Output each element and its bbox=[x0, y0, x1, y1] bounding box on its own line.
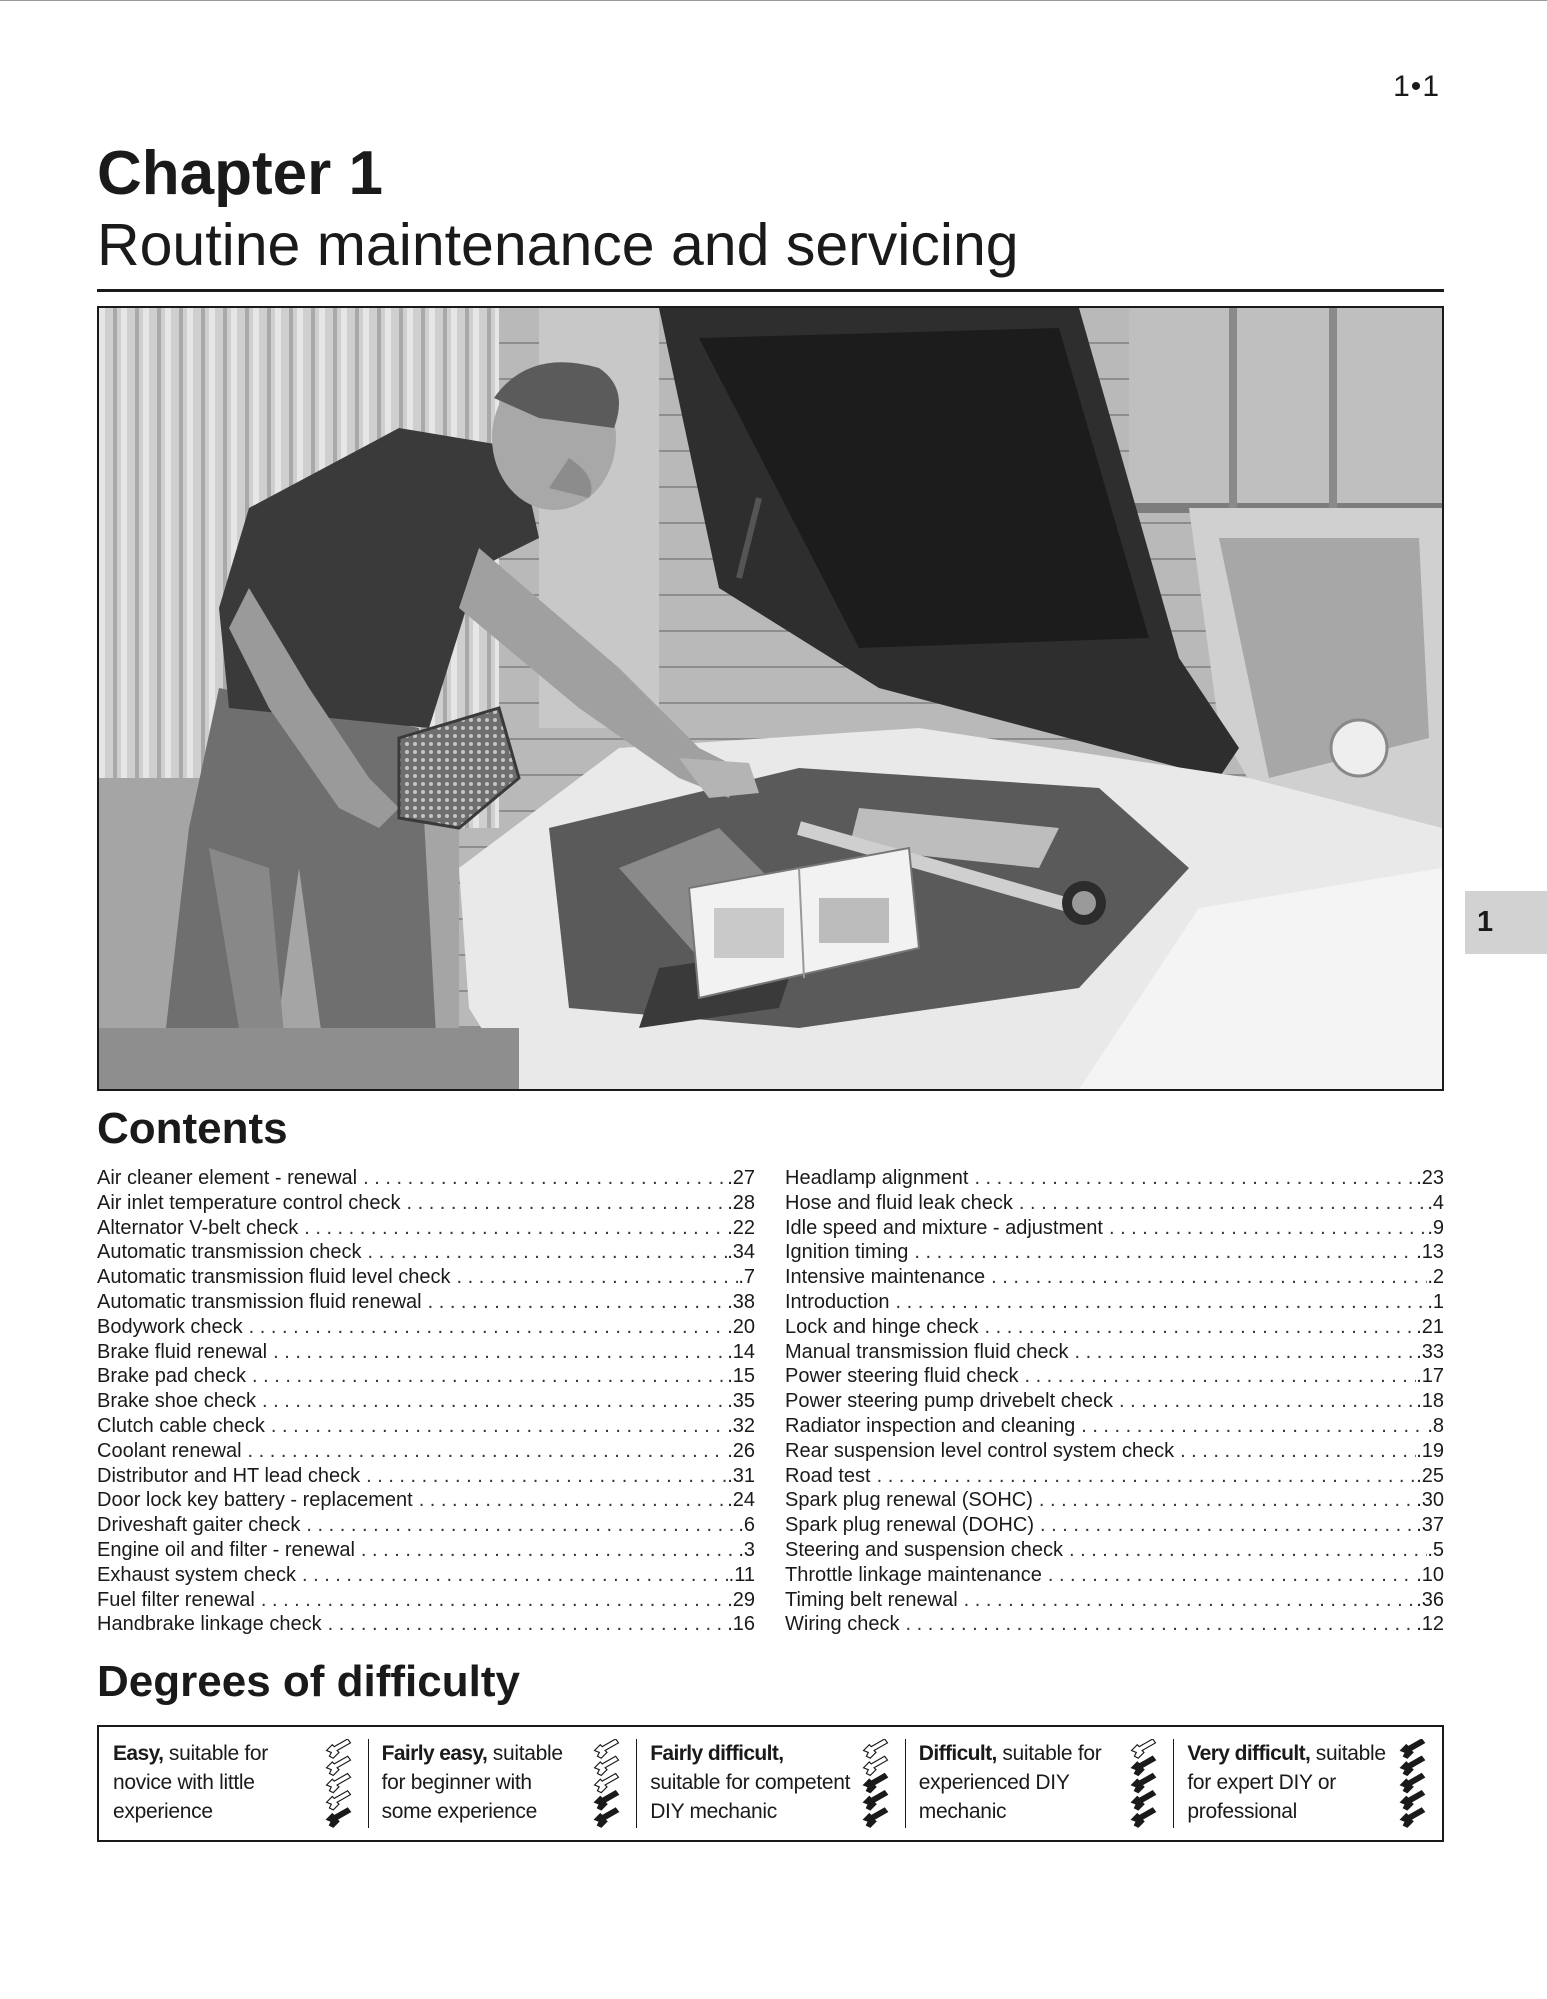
contents-entry-page: .26 bbox=[727, 1439, 755, 1462]
dot-leader bbox=[406, 1191, 727, 1216]
difficulty-text bbox=[1187, 1739, 1392, 1826]
contents-entry bbox=[785, 1488, 1444, 1513]
contents-entry bbox=[97, 1265, 755, 1290]
contents-entry bbox=[97, 1315, 755, 1340]
contents-entry-page: .36 bbox=[1416, 1588, 1444, 1611]
dot-leader bbox=[304, 1216, 727, 1241]
contents-entry bbox=[785, 1315, 1444, 1340]
dot-leader bbox=[991, 1265, 1427, 1290]
contents-entry-page: .23 bbox=[1416, 1167, 1444, 1189]
dot-leader bbox=[252, 1364, 727, 1389]
contents-entry-page: .6 bbox=[738, 1514, 755, 1537]
contents-entry-page: .16 bbox=[727, 1613, 755, 1636]
wrench-icon bbox=[1401, 1756, 1425, 1775]
difficulty-level bbox=[905, 1727, 1174, 1840]
wrench-rating-icon bbox=[1396, 1739, 1430, 1831]
wrench-icon bbox=[326, 1774, 350, 1793]
contents-entry-page: .29 bbox=[727, 1588, 755, 1611]
contents-entry bbox=[97, 1464, 755, 1489]
contents-entry-page: .22 bbox=[727, 1216, 755, 1239]
contents-entry-page: .4 bbox=[1427, 1191, 1444, 1214]
contents-entry-page: .28 bbox=[727, 1191, 755, 1214]
contents-entry-page: .32 bbox=[727, 1414, 755, 1437]
wrench-icon bbox=[863, 1808, 887, 1827]
contents-entry bbox=[785, 1538, 1444, 1563]
contents-entry-page: .11 bbox=[728, 1563, 755, 1586]
contents-entry bbox=[97, 1166, 755, 1191]
dot-leader bbox=[1048, 1563, 1416, 1588]
contents-entry-page: .7 bbox=[738, 1266, 755, 1289]
difficulty-level-description: suitable for experienced DIY mechanic bbox=[918, 1742, 1102, 1823]
dot-leader bbox=[914, 1240, 1416, 1265]
contents-entry-page: .19 bbox=[1416, 1439, 1444, 1462]
dot-leader bbox=[1081, 1414, 1427, 1439]
contents-entry-page: .25 bbox=[1416, 1464, 1444, 1487]
difficulty-heading: Degrees of difficulty bbox=[97, 1657, 520, 1706]
difficulty-text bbox=[650, 1739, 855, 1826]
dot-leader bbox=[428, 1290, 728, 1315]
contents-entry-label: Distributor and HT lead check bbox=[97, 1464, 361, 1487]
wrench-icon bbox=[1401, 1774, 1425, 1793]
contents-entry-page: .10 bbox=[1416, 1563, 1444, 1586]
contents-entry-page: .34 bbox=[727, 1241, 755, 1264]
contents-entry bbox=[97, 1563, 755, 1588]
wrench-icon bbox=[1401, 1791, 1425, 1810]
contents-entry bbox=[785, 1612, 1444, 1637]
difficulty-level-name: Fairly easy, bbox=[381, 1742, 488, 1765]
contents-entry bbox=[785, 1563, 1444, 1588]
contents-entry-label: Lock and hinge check bbox=[785, 1315, 979, 1338]
difficulty-level-name: Easy, bbox=[113, 1742, 164, 1765]
contents-entry bbox=[97, 1488, 755, 1513]
wrench-icon bbox=[1401, 1739, 1425, 1758]
contents-entry-label: Headlamp alignment bbox=[785, 1167, 969, 1189]
contents-entry bbox=[785, 1464, 1444, 1489]
dot-leader bbox=[328, 1612, 728, 1637]
contents-entry bbox=[97, 1414, 755, 1439]
mechanic-photo-illustration bbox=[99, 308, 1442, 1089]
contents-entry-label: Driveshaft gaiter check bbox=[97, 1514, 301, 1537]
contents-entry-label: Handbrake linkage check bbox=[97, 1613, 322, 1636]
wrench-icon bbox=[1132, 1774, 1156, 1793]
contents-entry bbox=[785, 1191, 1444, 1216]
difficulty-table bbox=[97, 1725, 1444, 1842]
wrench-rating-icon bbox=[322, 1739, 356, 1831]
contents-entry-page: .21 bbox=[1416, 1315, 1444, 1338]
contents-entry bbox=[785, 1265, 1444, 1290]
wrench-icon bbox=[1132, 1808, 1156, 1827]
dot-leader bbox=[974, 1166, 1416, 1191]
contents-entry-label: Alternator V-belt check bbox=[97, 1216, 299, 1239]
contents-entry-label: Air inlet temperature control check bbox=[97, 1191, 401, 1214]
contents-entry-label: Hose and fluid leak check bbox=[785, 1191, 1013, 1214]
title-rule bbox=[97, 289, 1444, 292]
dot-leader bbox=[363, 1166, 727, 1191]
contents-entry bbox=[785, 1364, 1444, 1389]
wrench-icon bbox=[1132, 1756, 1156, 1775]
dot-leader bbox=[1039, 1488, 1416, 1513]
contents-left-column bbox=[97, 1166, 755, 1637]
dot-leader bbox=[896, 1290, 1428, 1315]
difficulty-level bbox=[368, 1727, 637, 1840]
dot-leader bbox=[366, 1464, 727, 1489]
chapter-side-tab: 1 bbox=[1465, 891, 1547, 954]
dot-leader bbox=[261, 1588, 727, 1613]
dot-leader bbox=[419, 1488, 728, 1513]
dot-leader bbox=[1019, 1191, 1427, 1216]
contents-entry bbox=[785, 1414, 1444, 1439]
contents-entry-page: .24 bbox=[727, 1489, 755, 1512]
dot-leader bbox=[1040, 1513, 1416, 1538]
contents-entry bbox=[97, 1240, 755, 1265]
contents-entry-label: Brake fluid renewal bbox=[97, 1340, 268, 1363]
wrench-rating-icon bbox=[1127, 1739, 1161, 1831]
contents-entry-label: Bodywork check bbox=[97, 1315, 243, 1338]
contents-entry-page: .9 bbox=[1427, 1216, 1444, 1239]
contents-entry-label: Coolant renewal bbox=[97, 1439, 242, 1462]
wrench-icon bbox=[1401, 1808, 1425, 1827]
dot-leader bbox=[1069, 1538, 1427, 1563]
contents-entry-label: Timing belt renewal bbox=[785, 1588, 958, 1611]
difficulty-level-description: suitable for beginner with some experience bbox=[381, 1742, 563, 1823]
top-rule bbox=[0, 0, 1547, 1]
contents-entry-label: Introduction bbox=[785, 1290, 890, 1313]
dot-leader bbox=[368, 1240, 728, 1265]
contents-entry bbox=[785, 1513, 1444, 1538]
contents-entry bbox=[97, 1191, 755, 1216]
dot-leader bbox=[361, 1538, 738, 1563]
contents-entry bbox=[785, 1290, 1444, 1315]
wrench-icon bbox=[326, 1791, 350, 1810]
contents-entry bbox=[785, 1439, 1444, 1464]
contents-entry bbox=[785, 1166, 1444, 1191]
wrench-icon bbox=[595, 1739, 619, 1758]
difficulty-level-name: Very difficult, bbox=[1187, 1742, 1311, 1765]
contents-entry bbox=[97, 1290, 755, 1315]
difficulty-level-description: suitable for competent DIY mechanic bbox=[650, 1771, 851, 1823]
contents-entry bbox=[97, 1439, 755, 1464]
wrench-icon bbox=[326, 1739, 350, 1758]
contents-entry bbox=[97, 1588, 755, 1613]
wrench-icon bbox=[863, 1774, 887, 1793]
contents-entry-label: Road test bbox=[785, 1464, 871, 1487]
contents-entry bbox=[97, 1364, 755, 1389]
difficulty-text bbox=[919, 1739, 1124, 1826]
contents-entry-page: .17 bbox=[1416, 1365, 1444, 1388]
dot-leader bbox=[456, 1265, 738, 1290]
contents-entry bbox=[785, 1588, 1444, 1613]
contents-entry bbox=[97, 1538, 755, 1563]
wrench-icon bbox=[1132, 1791, 1156, 1810]
contents-entry-label: Spark plug renewal (SOHC) bbox=[785, 1489, 1033, 1512]
contents-entry-page: .31 bbox=[727, 1464, 755, 1487]
contents-entry-page: .35 bbox=[727, 1390, 755, 1413]
contents-entry-label: Automatic transmission check bbox=[97, 1241, 362, 1264]
contents-entry-page: .18 bbox=[1416, 1390, 1444, 1413]
dot-leader bbox=[273, 1340, 727, 1365]
contents-entry bbox=[97, 1612, 755, 1637]
dot-leader bbox=[964, 1588, 1417, 1613]
contents-entry-page: .5 bbox=[1427, 1538, 1444, 1561]
contents-right-column bbox=[785, 1166, 1444, 1637]
contents-entry-label: Intensive maintenance bbox=[785, 1266, 986, 1289]
contents-entry bbox=[785, 1340, 1444, 1365]
contents-entry-label: Manual transmission fluid check bbox=[785, 1340, 1069, 1363]
dot-leader bbox=[1109, 1216, 1427, 1241]
contents-entry-label: Fuel filter renewal bbox=[97, 1588, 255, 1611]
dot-leader bbox=[248, 1439, 728, 1464]
dot-leader bbox=[306, 1513, 738, 1538]
contents-entry-label: Spark plug renewal (DOHC) bbox=[785, 1514, 1034, 1537]
contents-entry-page: .15 bbox=[727, 1365, 755, 1388]
contents-entry-page: .2 bbox=[1427, 1266, 1444, 1289]
contents-entry-page: .27 bbox=[727, 1167, 755, 1189]
contents-entry-page: .30 bbox=[1416, 1489, 1444, 1512]
contents-entry-label: Wiring check bbox=[785, 1613, 900, 1636]
dot-leader bbox=[905, 1612, 1416, 1637]
contents-entry bbox=[785, 1240, 1444, 1265]
contents-entry-label: Automatic transmission fluid renewal bbox=[97, 1290, 422, 1313]
difficulty-level-name: Fairly difficult, bbox=[650, 1742, 784, 1765]
contents-entry-page: .33 bbox=[1416, 1340, 1444, 1363]
difficulty-text bbox=[113, 1739, 318, 1826]
contents-entry-label: Exhaust system check bbox=[97, 1563, 296, 1586]
difficulty-text bbox=[382, 1739, 587, 1826]
wrench-icon bbox=[326, 1756, 350, 1775]
dot-leader bbox=[262, 1389, 727, 1414]
contents-entry-label: Brake shoe check bbox=[97, 1390, 256, 1413]
wrench-icon bbox=[595, 1808, 619, 1827]
contents-entry bbox=[97, 1389, 755, 1414]
contents-heading: Contents bbox=[97, 1104, 288, 1153]
difficulty-level bbox=[1173, 1727, 1442, 1840]
contents-entry-page: .3 bbox=[738, 1538, 755, 1561]
contents-entry-page: .37 bbox=[1416, 1514, 1444, 1537]
contents-entry bbox=[785, 1216, 1444, 1241]
dot-leader bbox=[984, 1315, 1416, 1340]
contents-entry bbox=[97, 1340, 755, 1365]
contents-entry-page: .14 bbox=[727, 1340, 755, 1363]
contents-entry-label: Idle speed and mixture - adjustment bbox=[785, 1216, 1103, 1239]
wrench-icon bbox=[863, 1739, 887, 1758]
contents-entry-page: .13 bbox=[1416, 1241, 1444, 1264]
contents-entry-label: Steering and suspension check bbox=[785, 1538, 1063, 1561]
contents-entry-label: Radiator inspection and cleaning bbox=[785, 1414, 1076, 1437]
contents-entry-label: Door lock key battery - replacement bbox=[97, 1489, 413, 1512]
contents-entry-label: Automatic transmission fluid level check bbox=[97, 1266, 451, 1289]
chapter-title: Chapter 1 bbox=[97, 139, 383, 208]
wrench-rating-icon bbox=[590, 1739, 624, 1831]
wrench-rating-icon bbox=[859, 1739, 893, 1831]
contents-entry-page: .38 bbox=[727, 1290, 755, 1313]
difficulty-level-description: suitable for novice with little experience bbox=[113, 1742, 268, 1823]
contents-entry-label: Rear suspension level control system check bbox=[785, 1439, 1175, 1462]
wrench-icon bbox=[1132, 1739, 1156, 1758]
dot-leader bbox=[249, 1315, 728, 1340]
dot-leader bbox=[1024, 1364, 1416, 1389]
dot-leader bbox=[1119, 1389, 1416, 1414]
dot-leader bbox=[271, 1414, 727, 1439]
wrench-icon bbox=[595, 1774, 619, 1793]
contents-entry bbox=[785, 1389, 1444, 1414]
contents-entry-page: .12 bbox=[1416, 1613, 1444, 1636]
wrench-icon bbox=[595, 1791, 619, 1810]
difficulty-level-description: suitable for expert DIY or professional bbox=[1187, 1742, 1386, 1823]
wrench-icon bbox=[595, 1756, 619, 1775]
contents-entry-label: Brake pad check bbox=[97, 1365, 246, 1388]
contents-entry bbox=[97, 1513, 755, 1538]
wrench-icon bbox=[326, 1808, 350, 1827]
contents-entry-label: Ignition timing bbox=[785, 1241, 909, 1264]
dot-leader bbox=[1074, 1340, 1416, 1365]
contents-entry-label: Power steering pump drivebelt check bbox=[785, 1390, 1113, 1413]
contents-entry-label: Power steering fluid check bbox=[785, 1365, 1019, 1388]
wrench-icon bbox=[863, 1791, 887, 1810]
page-number: 1•1 bbox=[1393, 70, 1440, 103]
mechanic-photo bbox=[97, 306, 1444, 1091]
difficulty-level bbox=[99, 1727, 368, 1840]
contents-entry-label: Air cleaner element - renewal bbox=[97, 1167, 358, 1189]
chapter-subtitle: Routine maintenance and servicing bbox=[97, 212, 1019, 278]
dot-leader bbox=[877, 1464, 1417, 1489]
wrench-icon bbox=[863, 1756, 887, 1775]
difficulty-level-name: Difficult, bbox=[918, 1742, 997, 1765]
contents-entry-label: Engine oil and filter - renewal bbox=[97, 1538, 355, 1561]
difficulty-level bbox=[636, 1727, 905, 1840]
dot-leader bbox=[302, 1563, 729, 1588]
contents-entry-page: .20 bbox=[727, 1315, 755, 1338]
contents-entry-label: Throttle linkage maintenance bbox=[785, 1563, 1042, 1586]
contents-entry-page: .8 bbox=[1427, 1414, 1444, 1437]
dot-leader bbox=[1180, 1439, 1416, 1464]
contents-entry-page: .1 bbox=[1427, 1290, 1444, 1313]
contents-entry bbox=[97, 1216, 755, 1241]
contents-entry-label: Clutch cable check bbox=[97, 1414, 265, 1437]
